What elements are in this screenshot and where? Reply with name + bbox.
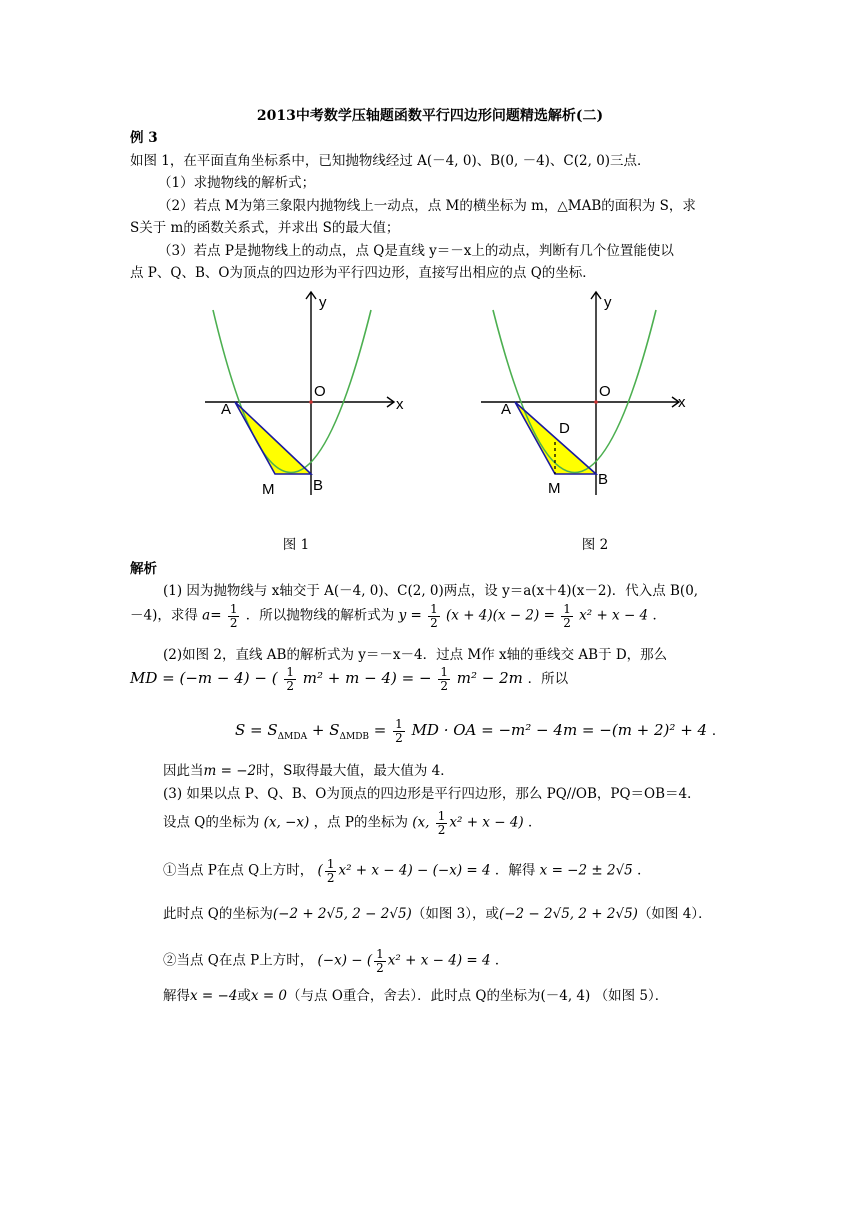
parabola-curve — [493, 310, 656, 473]
solution-part-3-line-1: (3) 如果以点 P、Q、B、O为顶点的四边形是平行四边形，那么 PQ//OB，PQ＝OB＝4． — [163, 786, 701, 802]
problem-part-3-cont: 点 P、Q、B、O为顶点的四边形为平行四边形，直接写出相应的点 Q的坐标． — [130, 265, 596, 281]
solution-part-3-case-1: ①当点 P在点 Q上方时， ( $\frac{1}{2}$ x² + x − 4) − (−x) = 4 ．解得 x = −2 ± 2√5 ． — [163, 857, 651, 885]
fig2-label-a: A — [501, 401, 512, 418]
solution-part-2-conclusion: 因此当m = −2时，S取得最大值，最大值为 4． — [163, 763, 454, 779]
fig1-label-b: B — [313, 477, 324, 494]
origin-point — [594, 400, 598, 404]
solution-part-1-line-2: －4)，求得 a= $\frac{1}{2}$ ．所以抛物线的解析式为 y = $\frac{1}{2}$ (x + 4)(x − 2) = $\frac{1}{2}$ x² + x − 4 ． — [130, 602, 666, 630]
solution-part-3-case-1-result: 此时点 Q的坐标为(−2 + 2√5, 2 − 2√5)（如图 3），或(−2 − 2√5, 2 + 2√5)（如图 4）． — [163, 906, 712, 922]
figure-1 — [195, 285, 415, 505]
example-label: 例 3 — [130, 130, 158, 146]
figure-2-caption: 图 2 — [581, 537, 609, 553]
solution-heading: 解析 — [130, 561, 157, 577]
problem-part-2: （2）若点 M为第三象限内抛物线上一动点，点 M的横坐标为 m，△MAB的面积为 S，求 — [158, 198, 696, 214]
fig2-label-o: O — [599, 383, 611, 400]
solution-part-3-coordinates: 设点 Q的坐标为 (x, −x) ，点 P的坐标为 (x, $\frac{1}{2}$ x² + x − 4) ． — [163, 809, 542, 837]
fig1-label-a: A — [221, 401, 232, 418]
fig2-label-m: M — [548, 480, 561, 497]
fig1-label-m: M — [262, 481, 275, 498]
problem-part-1: （1）求抛物线的解析式； — [158, 175, 316, 191]
problem-part-2-cont: S关于 m的函数关系式，并求出 S的最大值； — [130, 220, 400, 236]
solution-part-3-case-2-result: 解得x = −4或x = 0（与点 O重合，舍去）．此时点 Q的坐标为(－4, 4) （如图 5）． — [163, 988, 669, 1004]
figure-1-caption: 图 1 — [282, 537, 310, 553]
problem-line-1: 如图 1，在平面直角坐标系中，已知抛物线经过 A(－4, 0)、B(0, －4)、C(2, 0)三点． — [130, 153, 651, 169]
figure-2 — [475, 285, 695, 505]
solution-part-1-line-1: (1) 因为抛物线与 x轴交于 A(－4, 0)、C(2, 0)两点，设 y＝a(x＋4)(x－2)．代入点 B(0, — [163, 583, 699, 599]
solution-part-2-line-1: (2)如图 2，直线 AB的解析式为 y＝－x－4．过点 M作 x轴的垂线交 AB于 D，那么 — [163, 647, 668, 663]
fig1-label-x: x — [396, 396, 404, 413]
solution-part-2-md-equation: MD = (−m − 4) − ( $\frac{1}{2}$ m² + m − 4) = − $\frac{1}{2}$ m² − 2m ．所以 — [130, 665, 569, 693]
fig2-label-y: y — [604, 294, 612, 311]
origin-point — [309, 400, 313, 404]
fig1-label-o: O — [314, 383, 326, 400]
fig2-label-x: x — [678, 394, 686, 411]
solution-part-3-case-2: ②当点 Q在点 P上方时， (−x) − ( $\frac{1}{2}$ x² + x − 4) = 4 ． — [163, 947, 509, 975]
problem-part-3: （3）若点 P是抛物线上的动点，点 Q是直线 y＝－x上的动点，判断有几个位置能使以 — [158, 243, 674, 259]
fig2-label-d: D — [559, 420, 570, 437]
solution-part-2-area-equation: $S = S_{\Delta MDA} + S_{\Delta MDB}$ = $\frac{1}{2}$ MD · OA = −m² − 4m = −(m + 2)² + 4 ． — [235, 717, 726, 745]
document-title: 2013中考数学压轴题函数平行四边形问题精选解析(二) — [256, 108, 604, 124]
fig2-label-b: B — [598, 471, 609, 488]
fig1-label-y: y — [319, 294, 327, 311]
parabola-curve — [213, 310, 371, 473]
